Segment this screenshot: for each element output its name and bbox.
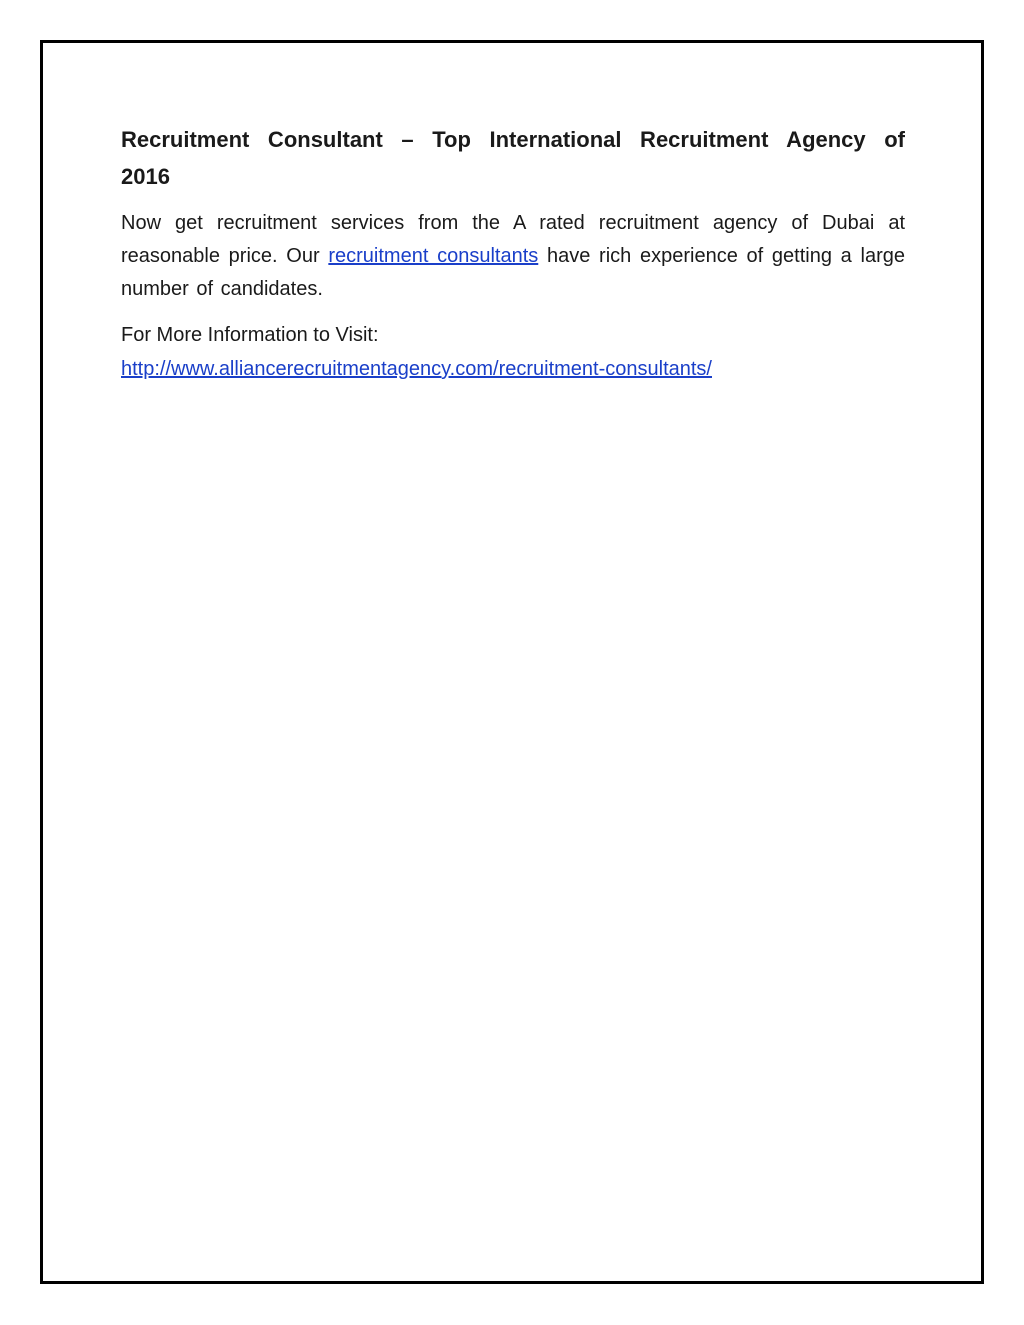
page-frame bbox=[40, 40, 984, 1284]
website-url-link[interactable]: http://www.alliancerecruitmentagency.com/recruitment-consultants/ bbox=[121, 358, 712, 380]
document-content bbox=[121, 121, 905, 386]
more-info bbox=[121, 318, 905, 386]
document-title: Recruitment Consultant – Top International Recruitment Agency of 2016 bbox=[121, 127, 905, 189]
intro-paragraph bbox=[121, 207, 905, 306]
more-info-label: For More Information to Visit: bbox=[121, 324, 379, 346]
recruitment-consultants-link[interactable]: recruitment consultants bbox=[328, 245, 539, 267]
paragraph-text-after-link: have rich experience of getting a large number of candidates. bbox=[121, 245, 905, 300]
paragraph-text-before-link: Now get recruitment services from the A rated recruitment agency of Dubai at reasonable price. Our bbox=[121, 212, 905, 267]
